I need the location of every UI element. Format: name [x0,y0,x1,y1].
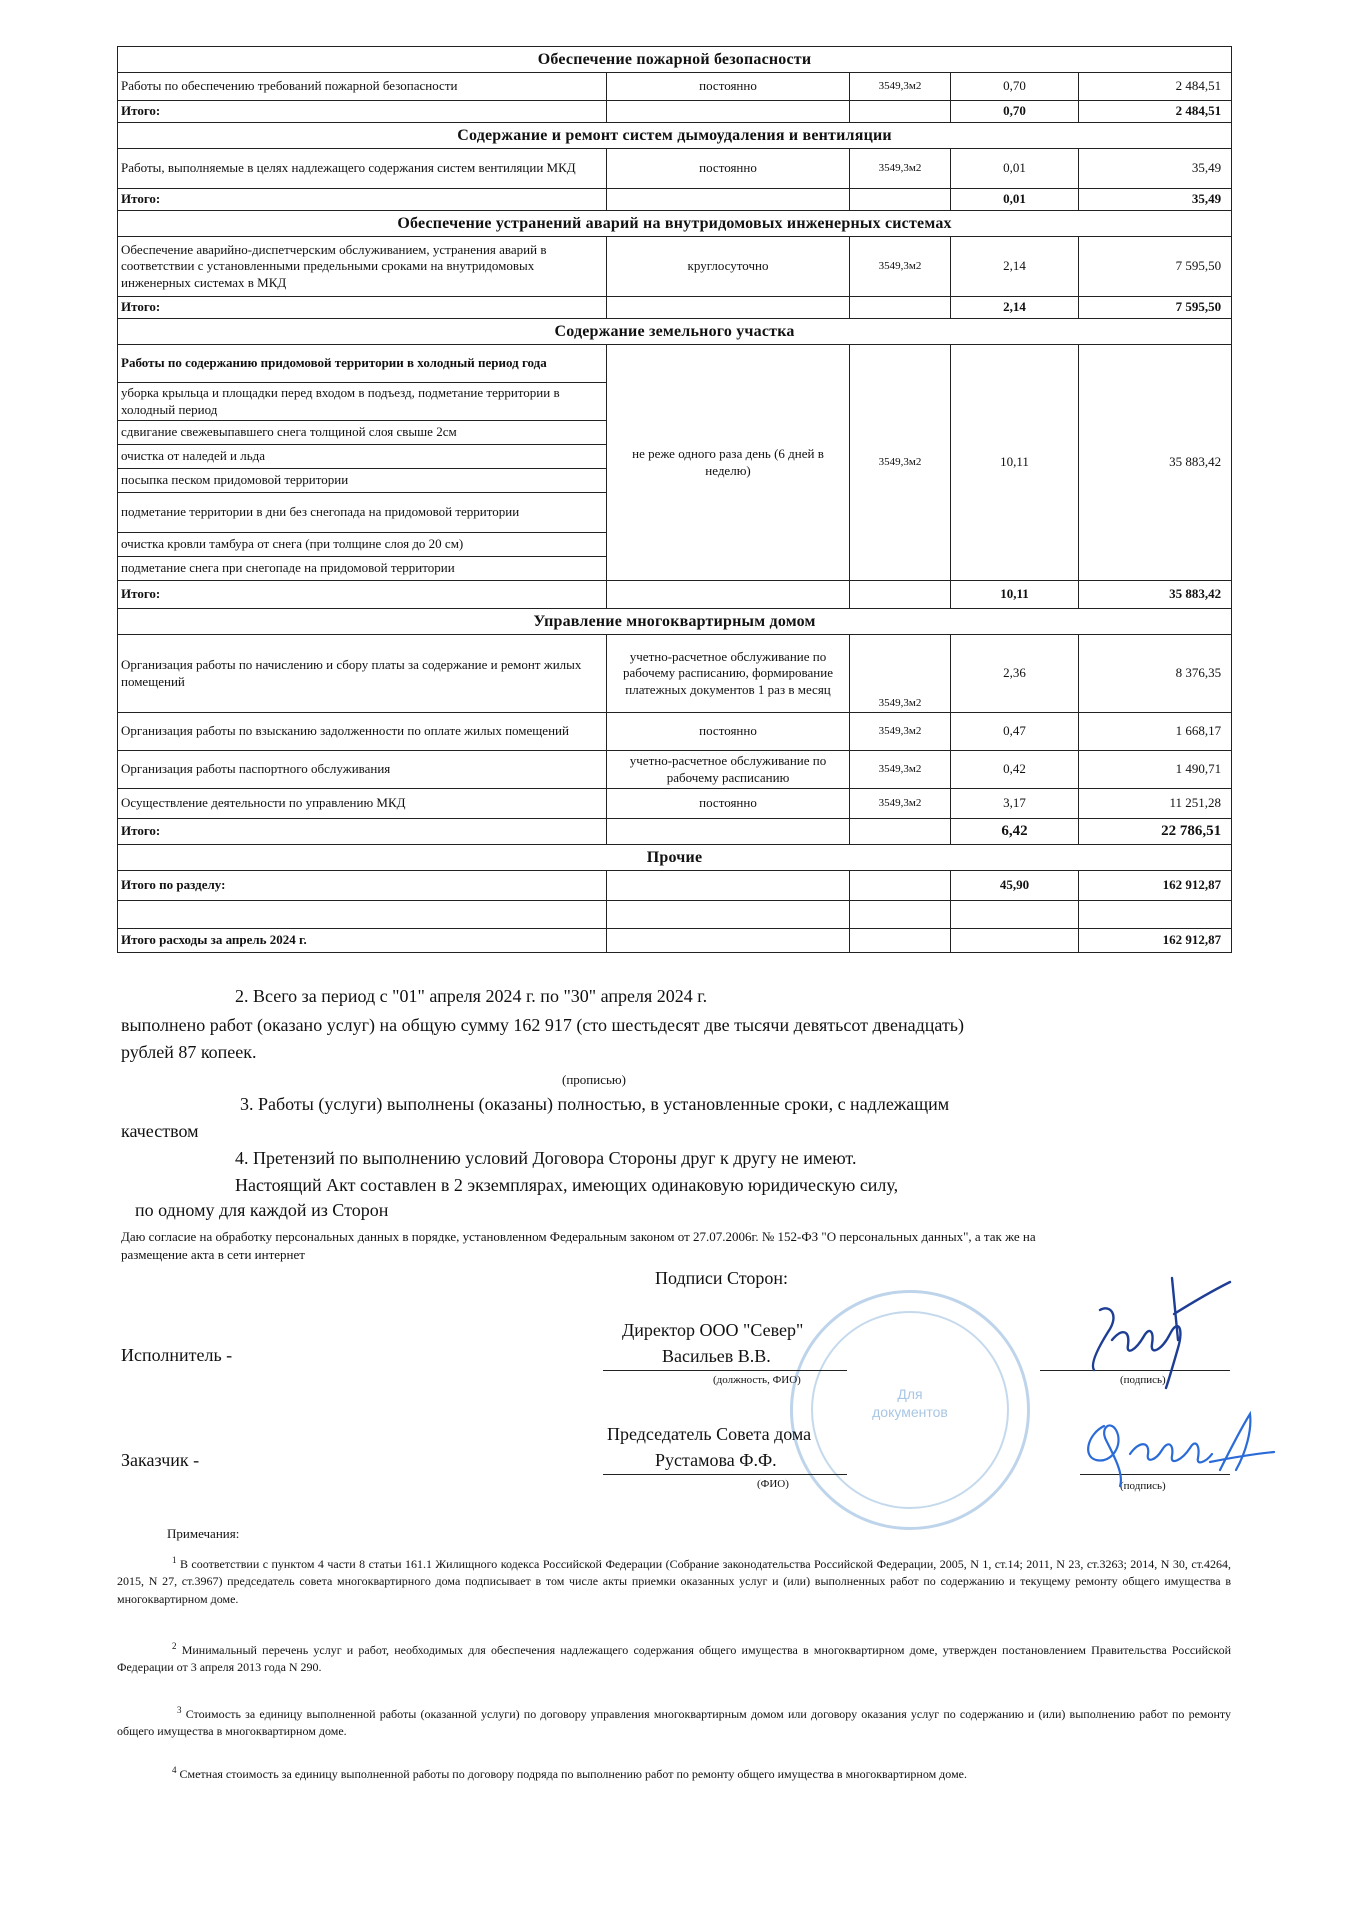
stamp-text: документов [872,1404,948,1421]
row-unit: 3549,3м2 [850,149,951,189]
executor-caption-right: (подпись) [1120,1374,1166,1386]
executor-name-line [603,1370,847,1371]
note-item [117,1704,1231,1741]
land-item: подметание снега при снегопаде на придомовой территории [118,557,607,581]
total-label: Итого: [118,297,607,319]
row-name: Работы, выполняемые в целях надлежащего содержания систем вентиляции МКД [118,149,607,189]
row-unit: 3549,3м2 [850,751,951,789]
land-item: уборка крыльца и площадки перед входом в подъезд, подметание территории в холодный период [118,383,607,421]
row-name: Обеспечение аварийно-диспетчерским обслуживанием, устранения аварий в соответствии с установленными предельными сроками на внутридомовых инженерных системах в МКД [118,237,607,297]
total-label: Итого: [118,819,607,845]
notes-title: Примечания: [167,1526,240,1541]
row-cost: 1 490,71 [1079,751,1232,789]
row-name: Осуществление деятельности по управлению МКД [118,789,607,819]
total-rate: 6,42 [951,819,1079,845]
customer-position: Председатель Совета дома [607,1424,812,1444]
paragraph-5-line1: Настоящий Акт составлен в 2 экземплярах, имеющих одинаковую юридическую силу, [235,1175,899,1195]
note-item [117,1764,1231,1783]
row-name: Организация работы паспортного обслуживания [118,751,607,789]
signatures-heading: Подписи Сторон: [655,1268,789,1288]
land-period: не реже одного раза день (6 дней в неделю) [607,345,850,581]
section-heading-emergency: Обеспечение устранений аварий на внутридомовых инженерных системах [118,211,1232,237]
row-cost: 11 251,28 [1079,789,1232,819]
propisyu-caption: (прописью) [562,1072,626,1087]
row-unit: 3549,3м2 [850,237,951,297]
paragraph-3-line2: качеством [121,1121,199,1141]
row-rate: 0,47 [951,713,1079,751]
land-item: очистка от наледей и льда [118,445,607,469]
row-cost: 1 668,17 [1079,713,1232,751]
row-cost: 35,49 [1079,149,1232,189]
executor-label: Исполнитель - [121,1345,233,1365]
customer-name: Рустамова Ф.Ф. [655,1450,777,1470]
note-text: Минимальный перечень услуг и работ, необходимых для обеспечения надлежащего содержания общего имущества в многоквартирном доме, утвержден постановлением Правительства Российской Федерации от 3 апреля 2013 года N 290. [117,1643,1231,1675]
section-heading-ventilation: Содержание и ремонт систем дымоудаления и вентиляции [118,123,1232,149]
land-item: посыпка песком придомовой территории [118,469,607,493]
consent-line2: размещение акта в сети интернет [121,1247,305,1262]
row-cost: 2 484,51 [1079,73,1232,101]
total-cost: 35 883,42 [1079,581,1232,609]
land-cost: 35 883,42 [1079,345,1232,581]
land-item: очистка кровли тамбура от снега (при толщине слоя до 20 см) [118,533,607,557]
row-cost: 7 595,50 [1079,237,1232,297]
row-rate: 3,17 [951,789,1079,819]
row-period: постоянно [607,149,850,189]
total-rate: 10,11 [951,581,1079,609]
paragraph-2-line3: рублей 87 копеек. [121,1042,257,1062]
section-heading-land: Содержание земельного участка [118,319,1232,345]
row-rate: 0,01 [951,149,1079,189]
row-period: учетно-расчетное обслуживание по рабочему расписанию [607,751,850,789]
row-period: постоянно [607,789,850,819]
note-mark: 3 [177,1705,182,1715]
total-label: Итого: [118,581,607,609]
total-cost: 7 595,50 [1079,297,1232,319]
executor-name: Васильев В.В. [662,1346,771,1366]
month-total-cost: 162 912,87 [1079,929,1232,953]
row-unit: 3549,3м2 [850,789,951,819]
note-mark: 4 [172,1765,177,1775]
land-unit: 3549,3м2 [850,345,951,581]
executor-position: Директор ООО "Север" [622,1320,804,1340]
total-rate: 0,70 [951,101,1079,123]
section-total-label: Итого по разделу: [118,871,607,901]
note-text: Сметная стоимость за единицу выполненной работы по договору подряда по выполнению работ по ремонту общего имущества в многоквартирном доме. [179,1767,967,1781]
consent-line1: Даю согласие на обработку персональных данных в порядке, установленном Федеральным законом от 27.07.2006г. № 152-ФЗ "О персональных данных", а так же на [121,1229,1036,1244]
total-cost: 2 484,51 [1079,101,1232,123]
land-item: сдвигание свежевыпавшего снега толщиной слоя свыше 2см [118,421,607,445]
total-rate: 0,01 [951,189,1079,211]
note-item [117,1554,1231,1608]
note-text: В соответствии с пунктом 4 части 8 статьи 161.1 Жилищного кодекса Российской Федерации (Собрание законодательства Российской Федерации, 2005, N 1, ст.14; 2011, N 23, ст.3263; 2014, N 30, ст.4264, 2015, N 27, ст.3967) председатель совета многоквартирного дома подписывает в том числе акты приемки оказанных услуг и (или) выполненных работ по содержанию и текущему ремонту общего имущества в многоквартирном доме. [117,1557,1232,1606]
land-item: подметание территории в дни без снегопада на придомовой территории [118,493,607,533]
row-unit: 3549,3м2 [850,73,951,101]
note-mark: 2 [172,1641,177,1651]
paragraph-5-line2: по одному для каждой из Сторон [135,1200,389,1220]
total-cost: 35,49 [1079,189,1232,211]
row-period: учетно-расчетное обслуживание по рабочему расписанию, формирование платежных документов 1 раз в месяц [607,635,850,713]
row-period: круглосуточно [607,237,850,297]
section-total-rate: 45,90 [951,871,1079,901]
section-total-cost: 162 912,87 [1079,871,1232,901]
row-period: постоянно [607,73,850,101]
total-label: Итого: [118,101,607,123]
land-rate: 10,11 [951,345,1079,581]
customer-caption-left: (ФИО) [757,1478,789,1490]
section-heading-fire: Обеспечение пожарной безопасности [118,47,1232,73]
land-group-title: Работы по содержанию придомовой территории в холодный период года [118,345,607,383]
row-rate: 2,14 [951,237,1079,297]
row-cost: 8 376,35 [1079,635,1232,713]
paragraph-4: 4. Претензий по выполнению условий Договора Стороны друг к другу не имеют. [235,1148,857,1168]
note-item [117,1640,1231,1677]
row-rate: 2,36 [951,635,1079,713]
stamp-text: Для [897,1386,923,1402]
row-name: Организация работы по взысканию задолженности по оплате жилых помещений [118,713,607,751]
paragraph-2-line2: выполнено работ (оказано услуг) на общую сумму 162 917 (сто шестьдесят две тысячи девятьсот двенадцать) [121,1015,965,1035]
note-mark: 1 [172,1555,177,1565]
row-unit: 3549,3м2 [850,713,951,751]
customer-label: Заказчик - [121,1450,200,1470]
executor-signature [1050,1270,1250,1390]
row-unit: 3549,3м2 [850,635,951,713]
stamp [790,1290,1030,1530]
paragraph-3-line1: 3. Работы (услуги) выполнены (оказаны) полностью, в установленные сроки, с надлежащим [240,1094,950,1114]
customer-signature [1060,1400,1280,1490]
customer-caption-right: (подпись) [1120,1480,1166,1492]
section-heading-management: Управление многоквартирным домом [118,609,1232,635]
paragraph-2-line1: 2. Всего за период с "01" апреля 2024 г. по "30" апреля 2024 г. [235,986,708,1006]
month-total-label: Итого расходы за апрель 2024 г. [118,929,607,953]
executor-caption-left: (должность, ФИО) [713,1374,801,1386]
section-heading-other: Прочие [118,845,1232,871]
services-table [117,46,1232,953]
row-name: Организация работы по начислению и сбору платы за содержание и ремонт жилых помещений [118,635,607,713]
total-cost: 22 786,51 [1079,819,1232,845]
row-rate: 0,70 [951,73,1079,101]
row-rate: 0,42 [951,751,1079,789]
customer-name-line [603,1474,847,1475]
total-rate: 2,14 [951,297,1079,319]
note-text: Стоимость за единицу выполненной работы (оказанной услуги) по договору управления многоквартирным домом или договору оказания услуг по содержанию и (или) выполнению работ по ремонту общего имущества в многоквартирном доме. [117,1707,1231,1739]
row-period: постоянно [607,713,850,751]
total-label: Итого: [118,189,607,211]
row-name: Работы по обеспечению требований пожарной безопасности [118,73,607,101]
